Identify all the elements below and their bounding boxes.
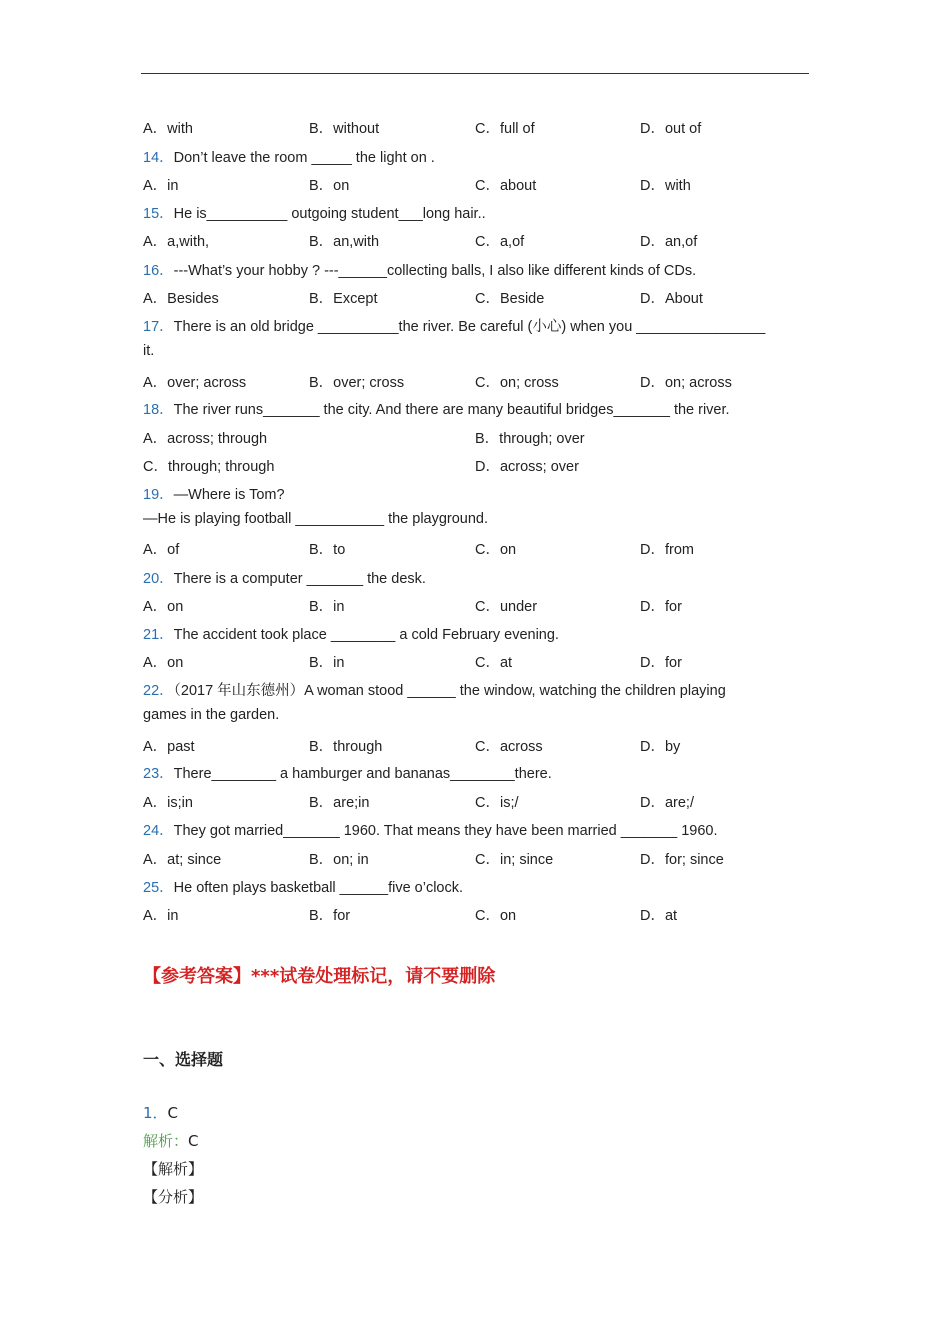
q24-option-c: C．in; since	[475, 852, 554, 868]
q13-option-d: D．out of	[640, 121, 702, 137]
answer-key-heading: 【参考答案】***试卷处理标记，请不要删除	[143, 966, 496, 987]
q21-option-d: D．for	[640, 655, 682, 671]
q16-option-c: C．Beside	[475, 291, 545, 307]
q15-option-a: A．a,with,	[143, 234, 210, 250]
question-25	[143, 876, 463, 897]
q22-option-c: C．across	[475, 739, 543, 755]
q23-option-c: C．is;/	[475, 795, 519, 811]
q13-option-c: C．full of	[475, 121, 535, 137]
question-17	[143, 315, 765, 336]
q22-option-a: A．past	[143, 739, 195, 755]
q24-option-a: A．at; since	[143, 852, 222, 868]
question-23	[143, 762, 552, 783]
question-text: They got married_______ 1960. That means they have been married _______ 1960.	[173, 823, 718, 839]
analysis-label: 解析：	[143, 1132, 189, 1150]
q13-option-a: A．with	[143, 121, 193, 137]
q25-option-c: C．on	[475, 908, 517, 924]
q14-option-c: C．about	[475, 178, 537, 194]
question-number: 17．	[143, 319, 174, 335]
answer-number: 1．	[143, 1104, 168, 1122]
analysis-line	[143, 1130, 199, 1151]
question-number: 14．	[143, 150, 174, 166]
q25-option-b: B．for	[309, 908, 351, 924]
question-text: There is an old bridge __________the river. Be careful (小心) when you ________________	[173, 319, 766, 335]
q23-option-b: B．are;in	[309, 795, 370, 811]
q17-option-d: D．on; across	[640, 375, 732, 391]
q20-option-c: C．under	[475, 599, 538, 615]
q22-option-d: D．by	[640, 739, 681, 755]
q18-option-d: D．across; over	[475, 459, 579, 475]
q20-option-a: A．on	[143, 599, 184, 615]
question-number: 15．	[143, 206, 174, 222]
q14-option-a: A．in	[143, 178, 179, 194]
q15-option-d: D．an,of	[640, 234, 698, 250]
q18-option-c: C．through; through	[143, 459, 275, 475]
question-15	[143, 202, 486, 223]
question-text: There is a computer _______ the desk.	[173, 571, 426, 587]
q17-option-c: C．on; cross	[475, 375, 559, 391]
header-rule	[141, 73, 809, 74]
question-number: 21．	[143, 627, 174, 643]
question-number: 24．	[143, 823, 174, 839]
question-text: The river runs_______ the city. And there are many beautiful bridges_______ the river.	[173, 402, 730, 418]
question-17-continuation: it.	[143, 343, 155, 359]
q13-option-b: B．without	[309, 121, 380, 137]
q17-option-b: B．over; cross	[309, 375, 405, 391]
q19-option-a: A．of	[143, 542, 180, 558]
question-number: 20．	[143, 571, 174, 587]
section-heading: 一、选择题	[143, 1050, 224, 1069]
q21-option-a: A．on	[143, 655, 184, 671]
question-number: 19．	[143, 487, 174, 503]
q16-option-d: D．About	[640, 291, 703, 307]
question-text: Don’t leave the room _____ the light on .	[173, 150, 435, 166]
question-number: 25．	[143, 880, 174, 896]
q20-option-d: D．for	[640, 599, 682, 615]
q18-option-b: B．through; over	[475, 431, 585, 447]
question-text: There________ a hamburger and bananas________there.	[173, 766, 552, 782]
q15-option-b: B．an,with	[309, 234, 380, 250]
q22-option-b: B．through	[309, 739, 383, 755]
question-number: 18．	[143, 402, 174, 418]
question-24	[143, 819, 718, 840]
q14-option-b: B．on	[309, 178, 350, 194]
question-text: ---What’s your hobby ? ---______collecting balls, I also like different kinds of CDs.	[173, 263, 697, 279]
q25-option-a: A．in	[143, 908, 179, 924]
fenxi-label: 【分析】	[143, 1188, 204, 1206]
question-text: —Where is Tom?	[173, 487, 285, 503]
q21-option-b: B．in	[309, 655, 345, 671]
q23-option-a: A．is;in	[143, 795, 193, 811]
question-14	[143, 146, 435, 167]
jiexi-label: 【解析】	[143, 1160, 204, 1178]
question-number: 22．	[143, 683, 174, 699]
question-text: He is__________ outgoing student___long hair..	[173, 206, 486, 222]
q25-option-d: D．at	[640, 908, 678, 924]
question-number: 16．	[143, 263, 174, 279]
question-18	[143, 398, 730, 419]
q24-option-b: B．on; in	[309, 852, 369, 868]
question-20	[143, 567, 426, 588]
question-19	[143, 483, 285, 504]
question-16	[143, 259, 696, 280]
question-21	[143, 623, 559, 644]
q23-option-d: D．are;/	[640, 795, 694, 811]
question-text: The accident took place ________ a cold February evening.	[173, 627, 559, 643]
answer-value: C	[167, 1104, 179, 1122]
analysis-value: C	[188, 1132, 199, 1150]
question-number: 23．	[143, 766, 174, 782]
q17-option-a: A．over; across	[143, 375, 247, 391]
q21-option-c: C．at	[475, 655, 513, 671]
q16-option-a: A．Besides	[143, 291, 219, 307]
q24-option-d: D．for; since	[640, 852, 724, 868]
question-22	[143, 679, 726, 700]
answer-1	[143, 1102, 178, 1123]
q19-option-b: B．to	[309, 542, 346, 558]
question-text: He often plays basketball ______five o’clock.	[173, 880, 464, 896]
question-19-continuation: —He is playing football ___________ the playground.	[143, 511, 489, 527]
q14-option-d: D．with	[640, 178, 691, 194]
q18-option-a: A．across; through	[143, 431, 268, 447]
q19-option-c: C．on	[475, 542, 517, 558]
q16-option-b: B．Except	[309, 291, 378, 307]
question-22-continuation: games in the garden.	[143, 707, 280, 723]
q15-option-c: C．a,of	[475, 234, 525, 250]
q19-option-d: D．from	[640, 542, 694, 558]
question-text: （2017 年山东德州）A woman stood ______ the window, watching the children playing	[173, 683, 726, 699]
q20-option-b: B．in	[309, 599, 345, 615]
